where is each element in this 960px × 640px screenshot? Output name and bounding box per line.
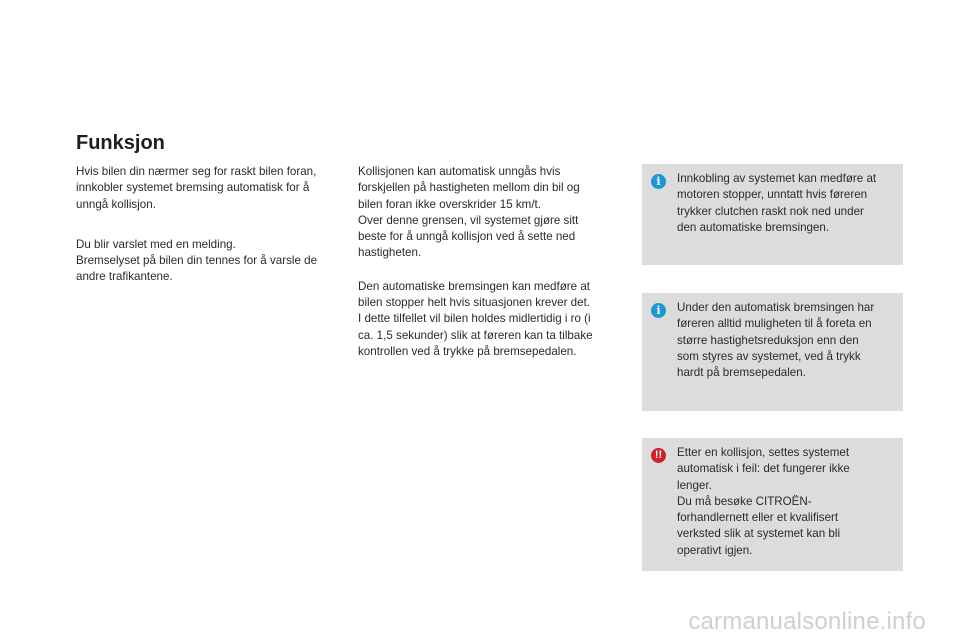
middle-column bbox=[358, 164, 614, 360]
watermark: carmanualsonline.info bbox=[688, 608, 926, 635]
info-note-1 bbox=[642, 164, 903, 265]
info-note-2 bbox=[642, 293, 903, 411]
info-note-text: Innkobling av systemet kan medføre at motoren stopper, unntatt hvis føreren trykker clutchen raskt nok ned under den automatiske bremsingen. bbox=[677, 172, 877, 234]
paragraph-alert: Du blir varslet med en melding. Bremselyset på bilen din tennes for å varsle de andre trafikantene. bbox=[76, 237, 318, 284]
warning-note-text: Etter en kollisjon, settes systemet automatisk i feil: det fungerer ikke lenger. Du må besøke CITROËN- forhandlernett eller et kvalifisert verksted slik at systemet kan bli operativt igjen. bbox=[677, 446, 850, 557]
info-note-text: Under den automatisk bremsingen har føreren alltid muligheten til å foreta en større hastighetsreduksjon enn den som styres av systemet, ved å trykk hardt på bremsepedalen. bbox=[677, 301, 875, 380]
info-icon: i bbox=[651, 303, 666, 318]
paragraph-avoidance: Kollisjonen kan automatisk unngås hvis forskjellen på hastigheten mellom din bil og bilen foran ikke overskrider 15 km/t. Over denne grensen, vil systemet gjøre sitt beste for å unngå kollisjon ved å sette ned hastigheten. bbox=[358, 165, 580, 260]
info-icon: i bbox=[651, 174, 666, 189]
paragraph-stop: Den automatiske bremsingen kan medføre at bilen stopper helt hvis situasjonen krever det. I dette tilfellet vil bilen holdes midlertidig i ro (i ca. 1,5 sekunder) slik at føreren kan ta tilbake kontrollen ved å trykke på bremsepedalen. bbox=[358, 279, 593, 358]
paragraph-intro: Hvis bilen din nærmer seg for raskt bilen foran, innkobler systemet bremsing automatisk for å unngå kollisjon. bbox=[76, 165, 317, 211]
page-title: Funksjon bbox=[76, 132, 165, 154]
left-column bbox=[76, 164, 338, 286]
warning-icon: !! bbox=[651, 448, 666, 463]
warning-note bbox=[642, 438, 903, 571]
